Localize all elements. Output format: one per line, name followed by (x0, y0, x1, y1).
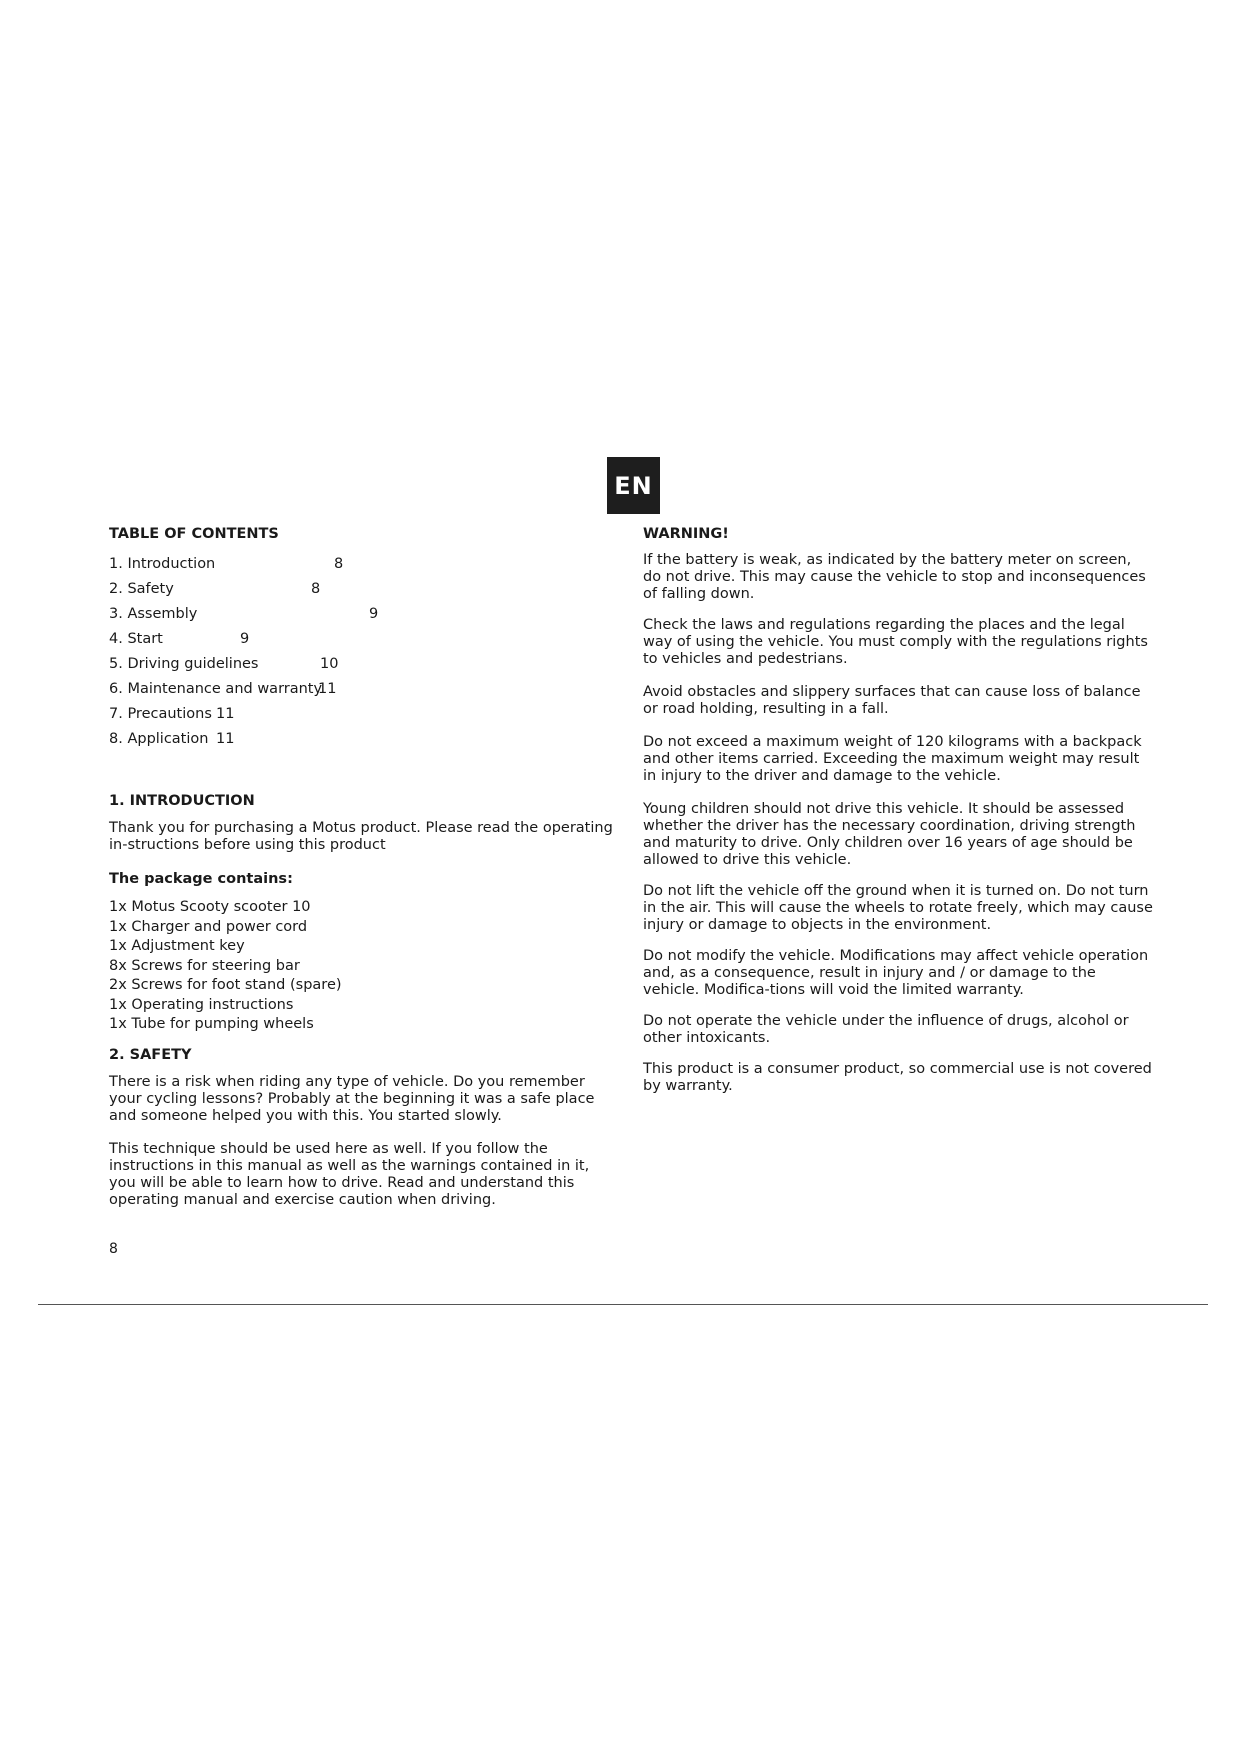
package-title: The package contains: (109, 871, 293, 887)
warning-paragraph: Young children should not drive this vehicle. It should be assessed whether the driver has the necessary coordination, driving strength and maturity to drive. Only children over 16 years of age should be allowed to drive this vehicle. (643, 801, 1136, 868)
list-item: 8x Screws for steering bar (109, 957, 300, 974)
page-number: 8 (109, 1241, 118, 1257)
warning-title: WARNING! (643, 526, 729, 542)
toc-item[interactable] (109, 629, 614, 654)
toc-item-label: 4. Start (109, 631, 163, 647)
warning-paragraph: Avoid obstacles and slippery surfaces that can cause loss of balance or road holding, resulting in a fall. (643, 684, 1141, 717)
warning-paragraph: This product is a consumer product, so commercial use is not covered by warranty. (643, 1061, 1152, 1094)
toc-item-page: 10 (320, 656, 339, 672)
toc-item[interactable] (109, 579, 614, 604)
list-item: 1x Operating instructions (109, 996, 294, 1013)
safety-paragraph: This technique should be used here as well. If you follow the instructions in this manual as well as the warnings contained in it, you will be able to learn how to drive. Read and understand this operating manual and exercise caution when driving. (109, 1140, 590, 1208)
toc-item[interactable] (109, 729, 614, 754)
toc-title: TABLE OF CONTENTS (109, 526, 279, 542)
warning-paragraph: Do not modify the vehicle. Modifications may affect vehicle operation and, as a consequence, result in injury and / or damage to the vehicle. Modifica-tions will void the limited warranty. (643, 948, 1149, 998)
toc-item[interactable] (109, 604, 614, 629)
warning-paragraph: Check the laws and regulations regarding the places and the legal way of using the vehicle. You must comply with the regulations rights to vehicles and pedestrians. (643, 617, 1148, 667)
toc-item-page: 11 (216, 731, 235, 747)
toc-item-label: 7. Precautions (109, 706, 212, 722)
list-item: 1x Tube for pumping wheels (109, 1016, 314, 1032)
left-column (109, 524, 614, 1209)
table-of-contents (109, 554, 614, 754)
right-column (643, 524, 1153, 1095)
toc-item-page: 8 (334, 556, 344, 572)
toc-item[interactable] (109, 679, 614, 704)
toc-item[interactable] (109, 704, 614, 729)
toc-item-page: 8 (311, 581, 321, 597)
warning-paragraph: If the battery is weak, as indicated by the battery meter on screen, do not drive. This may cause the vehicle to stop and inconsequences of falling down. (643, 552, 1146, 602)
toc-item-page: 9 (369, 606, 379, 622)
list-item: 1x Adjustment key (109, 938, 245, 954)
safety-paragraph: There is a risk when riding any type of vehicle. Do you remember your cycling lessons? Probably at the beginning it was a safe place and someone helped you with this. You started slowly. (109, 1073, 595, 1124)
toc-item-page: 11 (318, 681, 337, 697)
toc-item-page: 9 (240, 631, 250, 647)
warning-paragraph: Do not lift the vehicle off the ground when it is turned on. Do not turn in the air. This will cause the wheels to rotate freely, which may cause injury or damage to objects in the environment. (643, 883, 1153, 933)
language-badge: EN (607, 457, 660, 514)
package-list (109, 898, 614, 1035)
toc-item-label: 6. Maintenance and warranty (109, 681, 323, 697)
toc-item-label: 5. Driving guidelines (109, 656, 259, 672)
warning-paragraph: Do not operate the vehicle under the influence of drugs, alcohol or other intoxicants. (643, 1013, 1129, 1046)
toc-item[interactable] (109, 554, 614, 579)
introduction-title: 1. INTRODUCTION (109, 793, 255, 809)
toc-item-label: 3. Assembly (109, 606, 198, 622)
toc-item-label: 8. Application (109, 731, 209, 747)
toc-item-label: 2. Safety (109, 581, 174, 597)
list-item: 2x Screws for foot stand (spare) (109, 977, 342, 993)
toc-item-page: 11 (216, 706, 235, 722)
list-item: 1x Motus Scooty scooter 10 (109, 899, 311, 915)
warning-paragraph: Do not exceed a maximum weight of 120 kilograms with a backpack and other items carried. Exceeding the maximum weight may result in injury to the driver and damage to the vehicle. (643, 734, 1142, 784)
toc-item-label: 1. Introduction (109, 556, 216, 572)
introduction-text: Thank you for purchasing a Motus product. Please read the operating in-structions before using this product (109, 820, 613, 853)
toc-item[interactable] (109, 654, 614, 679)
safety-title: 2. SAFETY (109, 1046, 192, 1063)
divider (38, 1304, 1208, 1305)
list-item: 1x Charger and power cord (109, 918, 308, 935)
